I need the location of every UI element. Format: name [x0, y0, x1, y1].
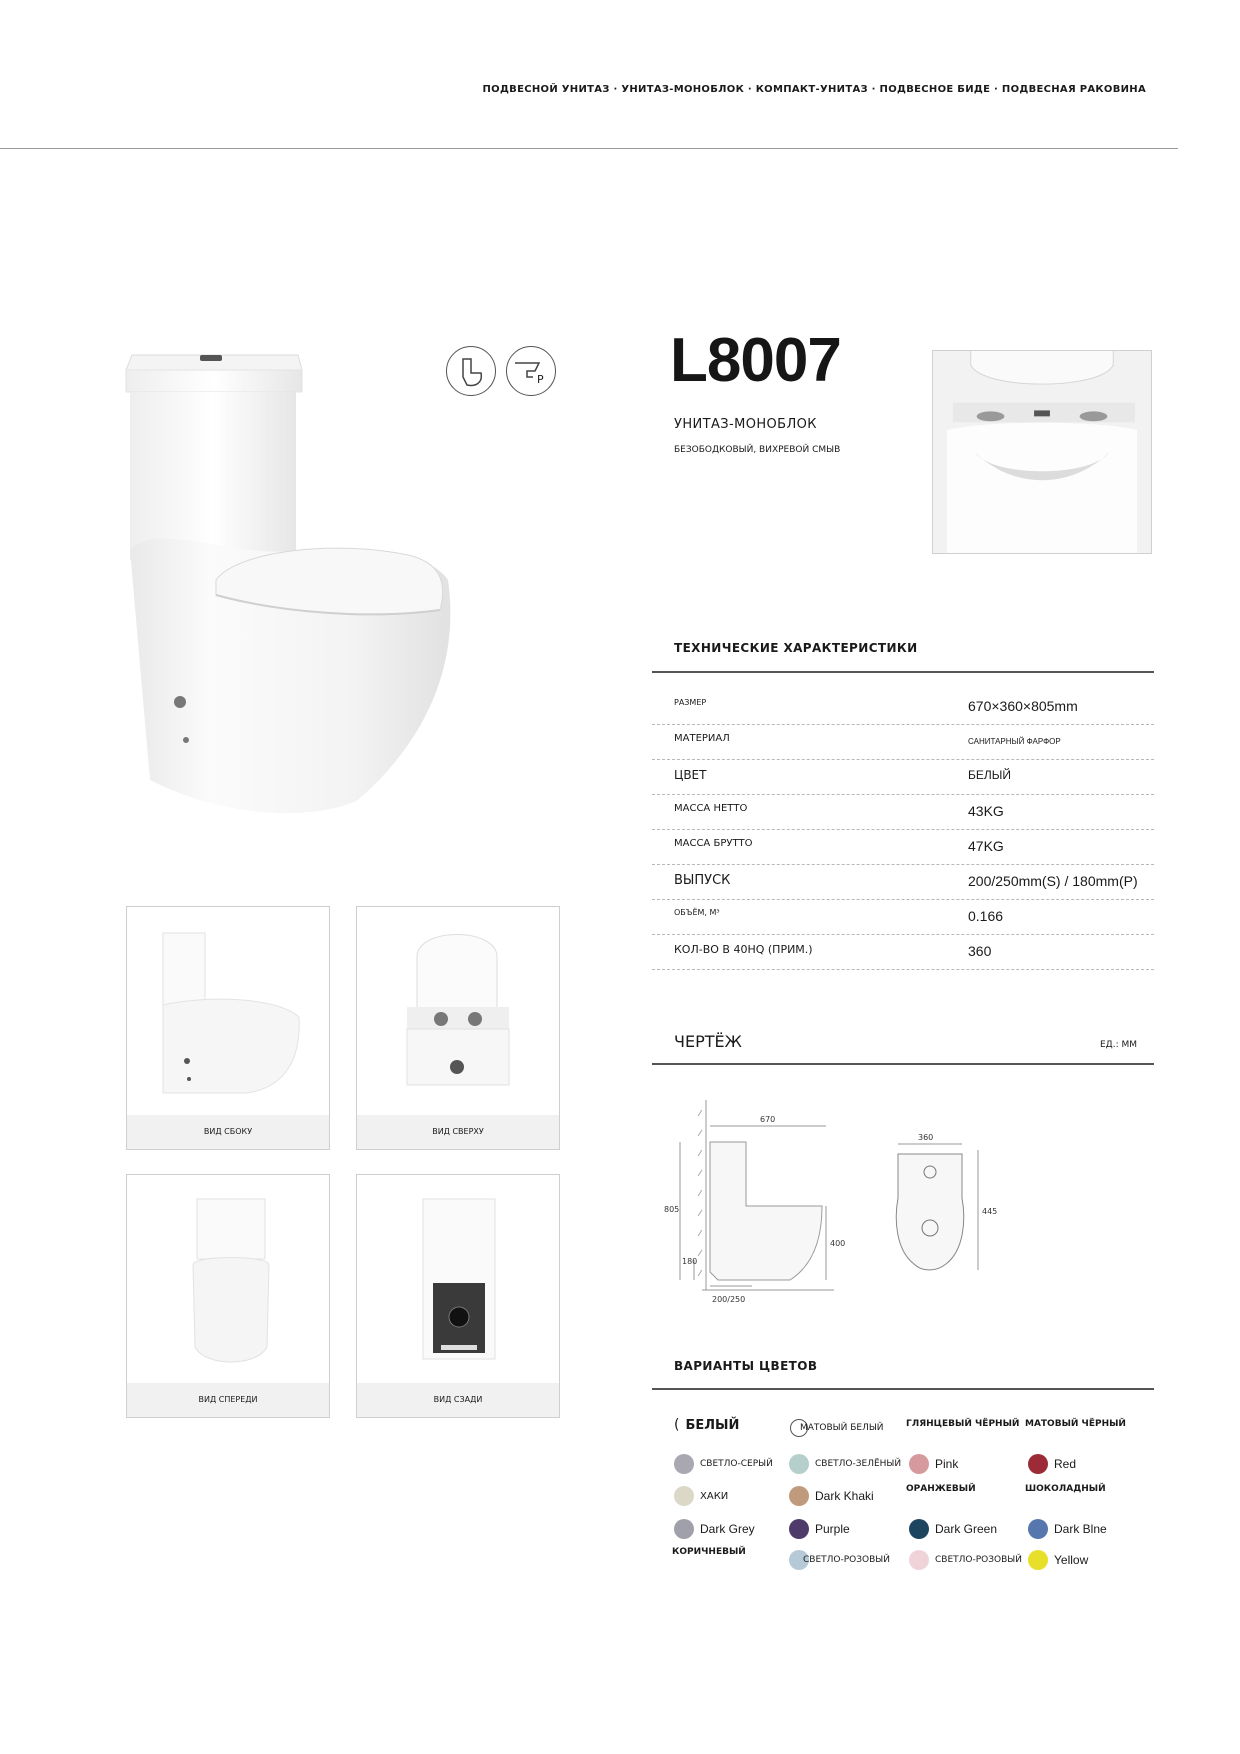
spec-value: 47KG	[968, 838, 1004, 854]
drawing-title: ЧЕРТЁЖ	[674, 1032, 742, 1051]
p-trap-icon	[506, 346, 556, 396]
spec-key: МАССА НЕТТО	[674, 803, 748, 814]
swatch-label: СВЕТЛО-ЗЕЛЁНЫЙ	[815, 1459, 902, 1469]
swatch-dot	[1028, 1550, 1048, 1570]
swatch-label: Pink	[935, 1457, 959, 1471]
side-view-thumb	[126, 906, 330, 1150]
spec-row-outlet	[652, 865, 1154, 900]
dim-outlet-p: 180	[682, 1257, 698, 1266]
header-divider	[0, 148, 1178, 149]
swatch-dot	[1028, 1519, 1048, 1539]
spec-value: 360	[968, 943, 992, 959]
spec-row-volume	[652, 900, 1154, 935]
spec-row-gross-weight	[652, 830, 1154, 865]
colors-title: ВАРИАНТЫ ЦВЕТОВ	[674, 1359, 818, 1373]
swatch-label: Dark Khaki	[815, 1489, 874, 1503]
view-caption: ВИД СПЕРЕДИ	[127, 1383, 329, 1417]
spec-key: КОЛ-ВО В 40HQ (ПРИМ.)	[674, 943, 813, 956]
swatch-dot	[674, 1519, 694, 1539]
product-type: УНИТАЗ-МОНОБЛОК	[674, 417, 817, 432]
swatch-label: Yellow	[1054, 1553, 1089, 1567]
swatch-dark-grey	[674, 1519, 755, 1539]
swatch-red	[1028, 1454, 1076, 1474]
swatch-dot	[1028, 1454, 1048, 1474]
label-orange: ОРАНЖЕВЫЙ	[906, 1484, 976, 1494]
dim-seat-height: 400	[830, 1239, 846, 1248]
spec-value: 0.166	[968, 908, 1004, 924]
spec-row-color	[652, 760, 1154, 795]
swatch-white	[674, 1417, 739, 1433]
spec-key: ОБЪЁМ, М³	[674, 908, 720, 917]
swatch-label: Dark Blne	[1054, 1522, 1107, 1536]
top-view-thumb	[356, 906, 560, 1150]
side-view-drawing	[662, 1090, 872, 1310]
spec-row-net-weight	[652, 795, 1154, 830]
label-chocolate: ШОКОЛАДНЫЙ	[1025, 1484, 1106, 1494]
swatch-dot	[789, 1486, 809, 1506]
swatch-label: МАТОВЫЙ БЕЛЫЙ	[800, 1423, 884, 1433]
swatch-dot	[909, 1519, 929, 1539]
spec-value: 43KG	[968, 803, 1004, 819]
spec-key: МАТЕРИАЛ	[674, 733, 730, 744]
spec-key: МАССА БРУТТО	[674, 838, 753, 849]
rimless-icon	[446, 346, 496, 396]
swatch-label: Purple	[815, 1522, 850, 1536]
spec-key: ЦВЕТ	[674, 768, 707, 782]
dim-outlet-s: 200/250	[712, 1295, 746, 1304]
drawing-unit: ЕД.: ММ	[1100, 1040, 1138, 1050]
spec-key: РАЗМЕР	[674, 698, 707, 707]
label-brown: КОРИЧНЕВЫЙ	[672, 1547, 746, 1557]
front-view-thumb	[126, 1174, 330, 1418]
view-caption: ВИД СЗАДИ	[357, 1383, 559, 1417]
p-trap-label: P	[537, 373, 544, 386]
swatch-dot	[789, 1519, 809, 1539]
spec-value: БЕЛЫЙ	[968, 768, 1012, 782]
swatch-label: СВЕТЛО-СЕРЫЙ	[700, 1459, 773, 1469]
spec-value: 200/250mm(S) / 180mm(P)	[968, 873, 1138, 889]
swatch-purple	[789, 1519, 850, 1539]
dim-top-width: 360	[918, 1133, 934, 1142]
dim-top-depth: 445	[982, 1207, 998, 1216]
model-number: L8007	[670, 326, 841, 395]
swatch-dark-blue	[1028, 1519, 1107, 1539]
drawing-divider	[652, 1063, 1154, 1065]
spec-row-material	[652, 725, 1154, 760]
swatch-dot	[909, 1454, 929, 1474]
colors-divider	[652, 1388, 1154, 1390]
swatch-light-pink-1	[789, 1550, 890, 1570]
swatch-pink	[909, 1454, 958, 1474]
top-view-drawing	[886, 1130, 1004, 1310]
swatch-label: Dark Green	[935, 1522, 998, 1536]
spec-row-size	[652, 690, 1154, 725]
specs-divider	[652, 671, 1154, 673]
spec-value: САНИТАРНЫЙ ФАРФОР	[968, 737, 1061, 746]
view-caption: ВИД СВЕРХУ	[357, 1115, 559, 1149]
swatch-dot	[674, 1454, 694, 1474]
swatch-light-grey	[674, 1454, 773, 1474]
label-matte-black: МАТОВЫЙ ЧЁРНЫЙ	[1025, 1419, 1126, 1429]
product-subtitle: БЕЗОБОДКОВЫЙ, ВИХРЕВОЙ СМЫВ	[674, 445, 841, 455]
swatch-label: БЕЛЫЙ	[685, 1417, 740, 1433]
category-nav: ПОДВЕСНОЙ УНИТАЗ · УНИТАЗ-МОНОБЛОК · КОМПАКТ-УНИТАЗ · ПОДВЕСНОЕ БИДЕ · ПОДВЕСНАЯ РАКОВИНА	[482, 84, 1146, 95]
swatch-dark-khaki	[789, 1486, 874, 1506]
swatch-label: Dark Grey	[700, 1522, 755, 1536]
swatch-label: СВЕТЛО-РОЗОВЫЙ	[935, 1555, 1022, 1565]
dim-width: 670	[760, 1115, 776, 1124]
swatch-yellow	[1028, 1550, 1088, 1570]
white-mark: (	[674, 1417, 680, 1433]
swatch-dot	[674, 1486, 694, 1506]
swatch-label: СВЕТЛО-РОЗОВЫЙ	[803, 1555, 890, 1565]
swatch-dark-green	[909, 1519, 997, 1539]
spec-value: 670×360×805mm	[968, 698, 1078, 714]
swatch-light-pink-2	[909, 1550, 1022, 1570]
spec-key: ВЫПУСК	[674, 873, 731, 888]
back-view-thumb	[356, 1174, 560, 1418]
swatch-matte-white	[790, 1419, 884, 1437]
main-product-photo	[118, 350, 498, 830]
dim-height: 805	[664, 1205, 680, 1214]
bowl-top-photo	[932, 350, 1152, 554]
swatch-dot	[789, 1454, 809, 1474]
view-caption: ВИД СБОКУ	[127, 1115, 329, 1149]
spec-row-quantity	[652, 935, 1154, 970]
swatch-khaki	[674, 1486, 728, 1506]
label-gloss-black: ГЛЯНЦЕВЫЙ ЧЁРНЫЙ	[906, 1419, 1020, 1429]
swatch-dot	[909, 1550, 929, 1570]
swatch-label: ХАКИ	[700, 1490, 729, 1502]
specs-title: ТЕХНИЧЕСКИЕ ХАРАКТЕРИСТИКИ	[674, 641, 918, 655]
swatch-light-green	[789, 1454, 901, 1474]
swatch-label: Red	[1054, 1457, 1077, 1471]
